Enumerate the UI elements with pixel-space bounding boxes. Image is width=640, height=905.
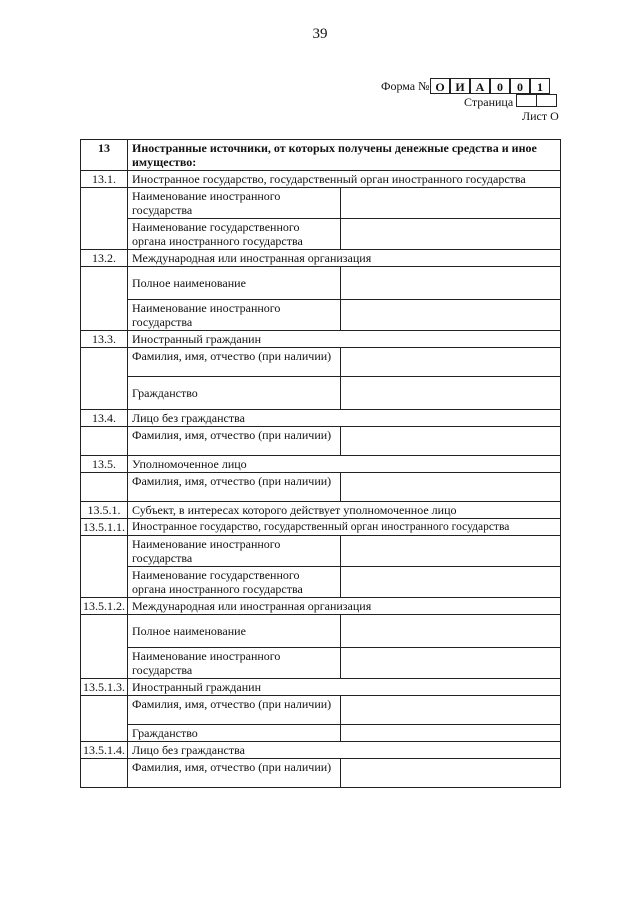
field-row bbox=[81, 473, 561, 502]
section-row bbox=[81, 742, 561, 759]
field-label: Наименование иностранного государства bbox=[128, 188, 341, 219]
section-number: 13.5.1.2. bbox=[81, 598, 128, 615]
section-row bbox=[81, 679, 561, 696]
section-number: 13.5. bbox=[81, 456, 128, 473]
form-code-cell: А bbox=[470, 78, 490, 94]
field-row bbox=[81, 188, 561, 219]
field-row bbox=[81, 219, 561, 250]
field-label: Фамилия, имя, отчество (при наличии) bbox=[128, 473, 341, 502]
field-label: Наименование государственного органа иностранного государства bbox=[128, 219, 341, 250]
field-label: Гражданство bbox=[128, 377, 341, 410]
form-code-cell: И bbox=[450, 78, 470, 94]
page-number-box[interactable] bbox=[536, 94, 557, 107]
section-title: Уполномоченное лицо bbox=[128, 456, 561, 473]
section-title: Международная или иностранная организация bbox=[128, 250, 561, 267]
page-number-box[interactable] bbox=[516, 94, 537, 107]
field-input[interactable] bbox=[341, 427, 561, 456]
field-row bbox=[81, 567, 561, 598]
field-label: Наименование иностранного государства bbox=[128, 648, 341, 679]
section-number: 13.5.1.3. bbox=[81, 679, 128, 696]
field-input[interactable] bbox=[341, 725, 561, 742]
field-label: Наименование иностранного государства bbox=[128, 300, 341, 331]
section-number: 13.3. bbox=[81, 331, 128, 348]
field-input[interactable] bbox=[341, 648, 561, 679]
field-row bbox=[81, 300, 561, 331]
field-input[interactable] bbox=[341, 567, 561, 598]
field-label: Фамилия, имя, отчество (при наличии) bbox=[128, 348, 341, 377]
section-title: Лицо без гражданства bbox=[128, 742, 561, 759]
field-label: Гражданство bbox=[128, 725, 341, 742]
form-code-cell: 1 bbox=[530, 78, 550, 94]
field-label: Фамилия, имя, отчество (при наличии) bbox=[128, 427, 341, 456]
field-input[interactable] bbox=[341, 759, 561, 788]
field-row bbox=[81, 759, 561, 788]
section-row bbox=[81, 456, 561, 473]
field-input[interactable] bbox=[341, 615, 561, 648]
section-number: 13.1. bbox=[81, 171, 128, 188]
field-input[interactable] bbox=[341, 300, 561, 331]
field-row bbox=[81, 615, 561, 648]
field-row bbox=[81, 648, 561, 679]
field-label: Фамилия, имя, отчество (при наличии) bbox=[128, 759, 341, 788]
section-title: Лицо без гражданства bbox=[128, 410, 561, 427]
section-number: 13.5.1.4. bbox=[81, 742, 128, 759]
section-row bbox=[81, 410, 561, 427]
section-number: 13.5.1.1. bbox=[81, 519, 128, 536]
section-row bbox=[81, 171, 561, 188]
field-row bbox=[81, 377, 561, 410]
field-input[interactable] bbox=[341, 219, 561, 250]
section-row bbox=[81, 331, 561, 348]
form-code-cell: О bbox=[430, 78, 450, 94]
field-input[interactable] bbox=[341, 377, 561, 410]
foreign-sources-table bbox=[80, 139, 561, 788]
sheet-label: Лист О bbox=[522, 109, 559, 123]
page-number: 39 bbox=[312, 26, 328, 42]
field-row bbox=[81, 725, 561, 742]
section-number: 13.2. bbox=[81, 250, 128, 267]
field-input[interactable] bbox=[341, 536, 561, 567]
field-row bbox=[81, 427, 561, 456]
section-title: Иностранный гражданин bbox=[128, 679, 561, 696]
section-title: Иностранное государство, государственный орган иностранного государства bbox=[128, 171, 561, 188]
field-row bbox=[81, 348, 561, 377]
field-input[interactable] bbox=[341, 188, 561, 219]
field-row bbox=[81, 536, 561, 567]
field-label: Полное наименование bbox=[128, 615, 341, 648]
section-title: Иностранное государство, государственный орган иностранного государства bbox=[128, 519, 561, 536]
field-row bbox=[81, 267, 561, 300]
field-label: Полное наименование bbox=[128, 267, 341, 300]
field-input[interactable] bbox=[341, 473, 561, 502]
section-title: Иностранные источники, от которых получены денежные средства и иное имущество: bbox=[128, 140, 561, 171]
field-label: Наименование иностранного государства bbox=[128, 536, 341, 567]
section-title: Международная или иностранная организация bbox=[128, 598, 561, 615]
field-label: Фамилия, имя, отчество (при наличии) bbox=[128, 696, 341, 725]
section-row bbox=[81, 598, 561, 615]
section-number: 13 bbox=[81, 140, 128, 171]
field-label: Наименование государственного органа иностранного государства bbox=[128, 567, 341, 598]
section-row bbox=[81, 519, 561, 536]
table-header-row bbox=[81, 140, 561, 171]
field-input[interactable] bbox=[341, 348, 561, 377]
section-row bbox=[81, 502, 561, 519]
section-title: Субъект, в интересах которого действует уполномоченное лицо bbox=[128, 502, 561, 519]
field-input[interactable] bbox=[341, 696, 561, 725]
field-input[interactable] bbox=[341, 267, 561, 300]
page-label: Страница bbox=[464, 95, 514, 109]
section-row bbox=[81, 250, 561, 267]
form-number-label: Форма № bbox=[381, 79, 430, 93]
field-row bbox=[81, 696, 561, 725]
section-number: 13.4. bbox=[81, 410, 128, 427]
form-code-cell: 0 bbox=[490, 78, 510, 94]
section-number: 13.5.1. bbox=[81, 502, 128, 519]
section-title: Иностранный гражданин bbox=[128, 331, 561, 348]
form-code-cell: 0 bbox=[510, 78, 530, 94]
